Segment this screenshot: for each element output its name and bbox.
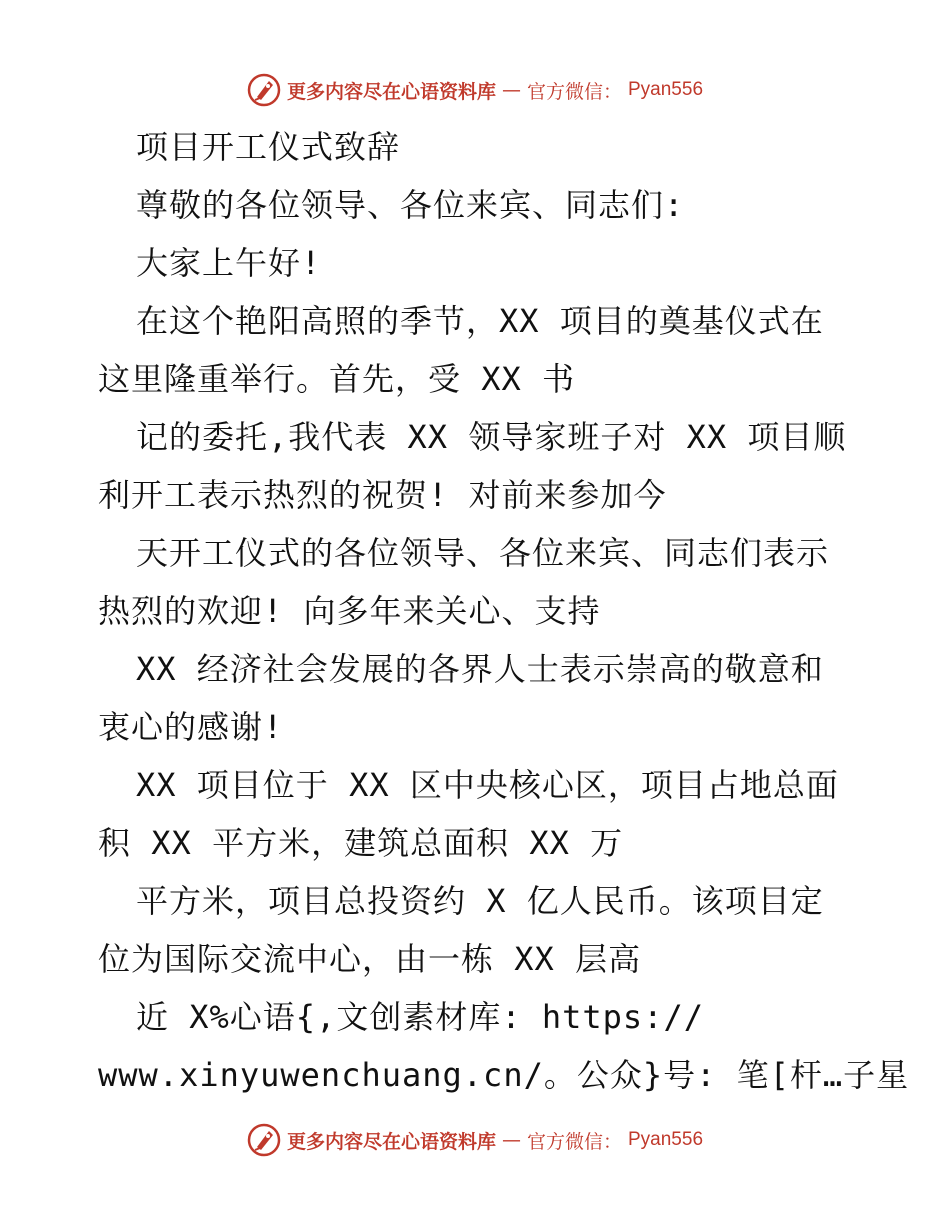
salutation-line: 尊敬的各位领导、各位来宾、同志们: [136, 186, 685, 224]
paragraph-line: 利开工表示热烈的祝贺! 对前来参加今 [98, 476, 667, 514]
header-banner-wechat-id: Pyan556 [628, 79, 704, 100]
header-banner-contact: 官方微信： [526, 80, 622, 103]
footer-banner-text: 更多内容尽在心语资料库 [286, 1130, 496, 1153]
paragraph-line: 近 X%心语{,文创素材库: https:// [136, 998, 704, 1036]
paragraph-line: XX 项目位于 XX 区中央核心区，项目占地总面 [136, 766, 839, 804]
paragraph-line: 积 XX 平方米，建筑总面积 XX 万 [98, 824, 624, 862]
paragraph-line: 衷心的感谢! [98, 708, 284, 746]
pen-nib-logo-icon [247, 73, 281, 107]
footer-banner [0, 1120, 950, 1160]
paragraph-line: 这里隆重举行。首先，受 XX 书 [98, 360, 576, 398]
pen-nib-logo-icon [247, 1123, 281, 1157]
footer-banner-separator: — [501, 1129, 521, 1151]
paragraph-line: www.xinyuwenchuang.cn/。公众}号: 笔[杆…子星 [98, 1056, 910, 1094]
header-banner-text: 更多内容尽在心语资料库 [286, 80, 496, 103]
footer-banner-inner [247, 1123, 703, 1157]
paragraph-line: 位为国际交流中心，由一栋 XX 层高 [98, 940, 642, 978]
paragraph-line: 记的委托,我代表 XX 领导家班子对 XX 项目顺 [136, 418, 847, 456]
document-title: 项目开工仪式致辞 [136, 128, 401, 166]
footer-banner-wechat-id: Pyan556 [628, 1129, 704, 1150]
paragraph-line: 平方米，项目总投资约 X 亿人民币。该项目定 [136, 882, 824, 920]
header-banner-inner [247, 73, 703, 107]
greeting-line: 大家上午好! [136, 244, 322, 282]
paragraph-line: 在这个艳阳高照的季节，XX 项目的奠基仪式在 [136, 302, 824, 340]
paragraph-line: 热烈的欢迎! 向多年来关心、支持 [98, 592, 601, 630]
footer-banner-contact: 官方微信： [526, 1130, 622, 1153]
header-banner [0, 70, 950, 110]
paragraph-line: 天开工仪式的各位领导、各位来宾、同志们表示 [136, 534, 830, 572]
paragraph-line: XX 经济社会发展的各界人士表示崇高的敬意和 [136, 650, 824, 688]
header-banner-separator: — [501, 79, 521, 101]
